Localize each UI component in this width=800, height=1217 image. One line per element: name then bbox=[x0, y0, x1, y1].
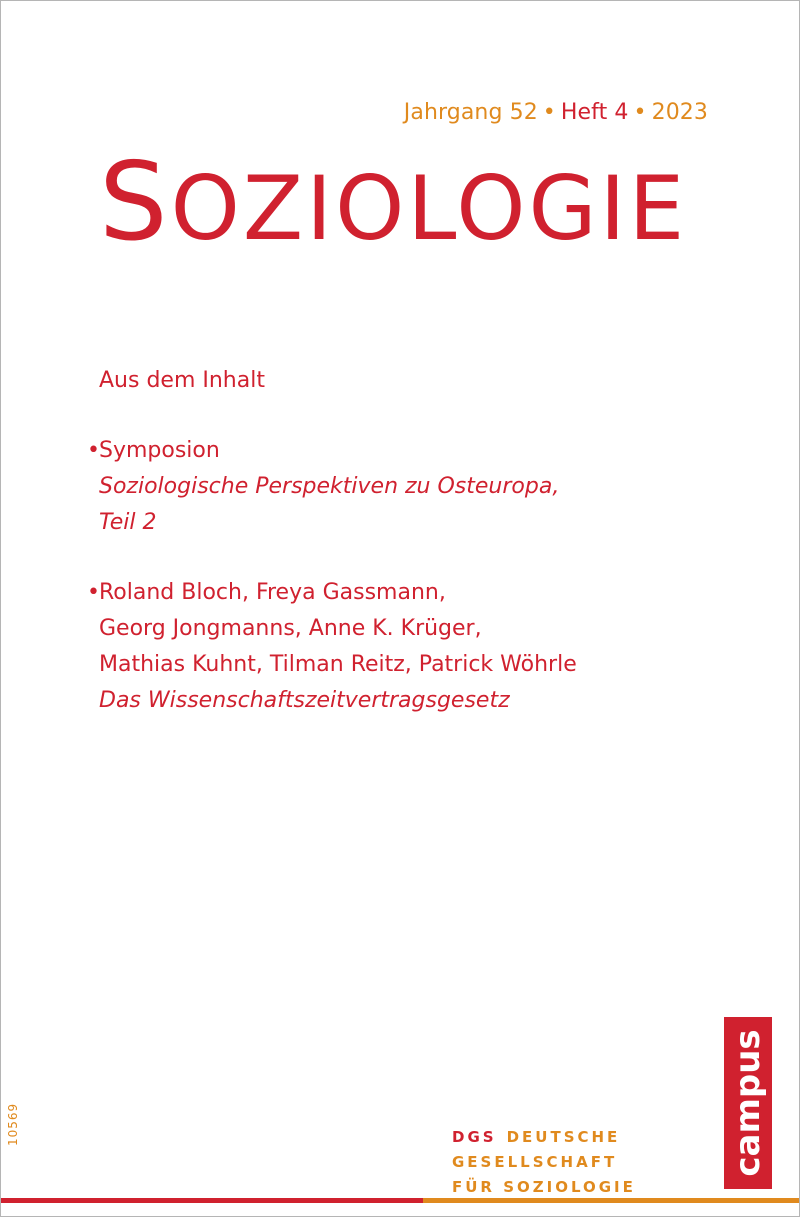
bottom-bar-red bbox=[1, 1198, 423, 1203]
contents-entry-article bbox=[87, 575, 727, 719]
society-abbr: DGS bbox=[452, 1128, 497, 1146]
contents-entry-symposion bbox=[87, 433, 727, 541]
journal-title bbox=[99, 140, 688, 265]
entry-subtitle: Soziologische Perspektiven zu Osteuropa, bbox=[99, 474, 560, 499]
entry-subtitle: Das Wissenschaftszeitvertragsgesetz bbox=[99, 688, 510, 713]
entry-authors: Mathias Kuhnt, Tilman Reitz, Patrick Wöhrle bbox=[99, 652, 577, 677]
entry-authors: Roland Bloch, Freya Gassmann, bbox=[99, 580, 446, 605]
society-name-line3: FÜR SOZIOLOGIE bbox=[452, 1178, 636, 1196]
issue-line bbox=[404, 100, 708, 125]
entry-subtitle: Teil 2 bbox=[99, 510, 157, 535]
issue-number: Heft 4 bbox=[560, 100, 629, 125]
campus-logo-text: campus bbox=[728, 1029, 768, 1177]
campus-logo bbox=[724, 1017, 772, 1189]
title-initial: S bbox=[99, 140, 171, 265]
issue-year: 2023 bbox=[651, 100, 708, 125]
bullet: • bbox=[87, 438, 100, 463]
separator-dot: • bbox=[633, 100, 647, 125]
bottom-color-bar bbox=[1, 1198, 799, 1203]
volume-label: Jahrgang 52 bbox=[403, 100, 538, 125]
bottom-bar-orange bbox=[423, 1198, 799, 1203]
title-rest: OZIOLOGIE bbox=[170, 157, 688, 260]
table-of-contents bbox=[87, 363, 727, 753]
society-name-line2: GESELLSCHAFT bbox=[452, 1153, 618, 1171]
contents-heading: Aus dem Inhalt bbox=[99, 368, 265, 393]
entry-authors: Georg Jongmanns, Anne K. Krüger, bbox=[99, 616, 482, 641]
bullet: • bbox=[87, 580, 100, 605]
separator-dot: • bbox=[542, 100, 556, 125]
issn-number: 10569 bbox=[6, 1102, 20, 1146]
society-logo bbox=[452, 1125, 636, 1200]
society-name-line1: DEUTSCHE bbox=[506, 1128, 621, 1146]
entry-label: Symposion bbox=[99, 438, 220, 463]
